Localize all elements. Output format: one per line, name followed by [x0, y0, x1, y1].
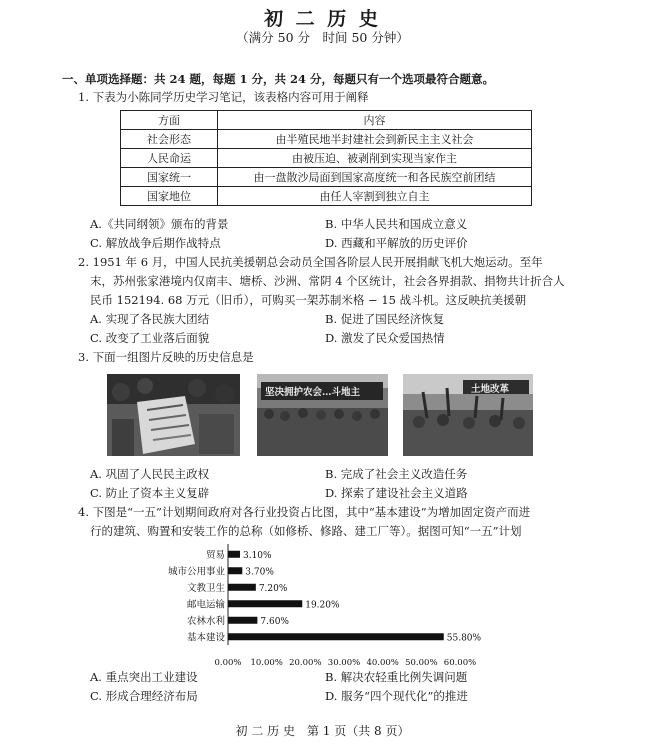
chart-data-label: 7.60%: [260, 616, 289, 627]
exam-info: （满分 50 分 时间 50 分钟）: [236, 30, 409, 45]
q1-option-b[interactable]: B. 中华人民共和国成立意义: [325, 217, 468, 231]
table-cell: 社会形态: [121, 130, 218, 149]
q1-stem: 1. 下表为小陈同学历史学习笔记，该表格内容可用于阐释: [78, 90, 369, 104]
table-cell: 由被压迫、被剥削到实现当家作主: [218, 149, 532, 168]
q1-option-a[interactable]: A.《共同纲领》颁布的背景: [90, 217, 229, 231]
chart-category-label: 农林水利: [186, 615, 225, 627]
chart-data-label: 3.10%: [242, 550, 272, 561]
q4-option-c[interactable]: C. 形成合理经济布局: [90, 689, 198, 703]
q3-option-a[interactable]: A. 巩固了人民民主政权: [90, 467, 210, 481]
chart-bar: [228, 584, 256, 591]
q2-stem-line1: 2. 1951 年 6 月，中国人民抗美援朝总会动员全国各阶层人民开展捐献飞机大炮运动。至年: [78, 255, 543, 269]
chart-data-label: 19.20%: [305, 600, 340, 611]
table-cell: 由一盘散沙局面到国家高度统一和各民族空前团结: [218, 168, 532, 187]
chart-category-label: 贸易: [205, 549, 225, 561]
q4-option-d[interactable]: D. 服务“四个现代化”的推进: [325, 689, 468, 703]
q2-option-b[interactable]: B. 促进了国民经济恢复: [325, 312, 445, 326]
chart-category-label: 基本建设: [186, 632, 225, 644]
chart-x-tick-label: 10.00%: [250, 658, 283, 665]
q2-option-c[interactable]: C. 改变了工业落后面貌: [90, 331, 210, 345]
chart-bar: [228, 633, 444, 640]
q3-option-c[interactable]: C. 防止了资本主义复辟: [90, 486, 210, 500]
photo-banner-text: 坚决拥护农会…斗地主: [265, 387, 361, 398]
chart-x-tick-label: 30.00%: [327, 658, 361, 665]
q4-stem-line2: 行的建筑、购置和安装工作的总称（如修桥、修路、建工厂等）。据图可知“一五”计划: [90, 524, 522, 538]
chart-canvas: [110, 540, 490, 665]
table-row: [121, 149, 532, 168]
table-row: [121, 130, 532, 149]
chart-x-tick-label: 60.00%: [443, 658, 477, 665]
chart-data-label: 3.70%: [245, 567, 274, 578]
table-header: 方面: [121, 111, 218, 130]
table-header: 内容: [218, 111, 532, 130]
table-row: [121, 187, 532, 206]
section-heading: 一、单项选择题：共 24 题，每题 1 分，共 24 分，每题只有一个选项最符合题意。: [62, 72, 495, 86]
chart-data-label: 55.80%: [446, 633, 482, 644]
photo-land-reform-celebration: [403, 374, 533, 456]
table-cell: 由任人宰割到独立自主: [218, 187, 532, 206]
chart-bar: [228, 617, 257, 624]
photo-banner-text: 土地改革: [471, 384, 510, 395]
table-header-row: [121, 111, 532, 130]
q1-option-c[interactable]: C. 解放战争后期作战特点: [90, 236, 221, 250]
photo-land-deed-burning: [107, 374, 240, 456]
chart-category-label: 城市公用事业: [167, 566, 225, 578]
q3-option-b[interactable]: B. 完成了社会主义改造任务: [325, 467, 468, 481]
chart-bar: [228, 551, 240, 558]
table-cell: 国家地位: [121, 187, 218, 206]
table-cell: 人民命运: [121, 149, 218, 168]
page-footer: 初 二 历 史 第 1 页（共 8 页）: [235, 724, 410, 738]
chart-x-tick-label: 20.00%: [289, 658, 322, 665]
chart-x-tick-label: 0.00%: [214, 658, 242, 665]
q2-option-a[interactable]: A. 实现了各民族大团结: [90, 312, 210, 326]
q4-option-b[interactable]: B. 解决农轻重比例失调问题: [325, 670, 468, 684]
table-cell: 由半殖民地半封建社会到新民主主义社会: [218, 130, 532, 149]
chart-x-tick-label: 50.00%: [405, 658, 438, 665]
q2-stem-line2: 末，苏州张家港境内仅南丰、塘桥、沙洲、常阴 4 个区统计，社会各界捐款、捐物共计折合人: [90, 274, 565, 288]
study-notes-table: [120, 110, 532, 206]
chart-category-label: 文教卫生: [186, 582, 225, 594]
chart-category-label: 邮电运输: [186, 599, 225, 611]
chart-bar: [228, 600, 302, 607]
chart-data-label: 7.20%: [258, 583, 288, 594]
q4-stem-line1: 4. 下图是“一五”计划期间政府对各行业投资占比图，其中“基本建设”为增加固定资产而进: [78, 505, 531, 519]
q3-stem: 3. 下面一组图片反映的历史信息是: [78, 350, 254, 364]
chart-x-tick-label: 40.00%: [366, 658, 399, 665]
investment-bar-chart: [110, 540, 490, 665]
page-title: 初 二 历 史: [264, 8, 381, 30]
q2-option-d[interactable]: D. 激发了民众爱国热情: [325, 331, 445, 345]
q1-option-d[interactable]: D. 西藏和平解放的历史评价: [325, 236, 468, 250]
q2-stem-line3: 民币 152194. 68 万元（旧币），可购买一架苏制米格 − 15 战斗机。这反映抗美援朝: [90, 293, 527, 307]
table-row: [121, 168, 532, 187]
chart-bar: [228, 567, 242, 574]
table-cell: 国家统一: [121, 168, 218, 187]
q4-option-a[interactable]: A. 重点突出工业建设: [90, 670, 198, 684]
photo-rally-banner: [257, 374, 388, 456]
q3-option-d[interactable]: D. 探索了建设社会主义道路: [325, 486, 468, 500]
